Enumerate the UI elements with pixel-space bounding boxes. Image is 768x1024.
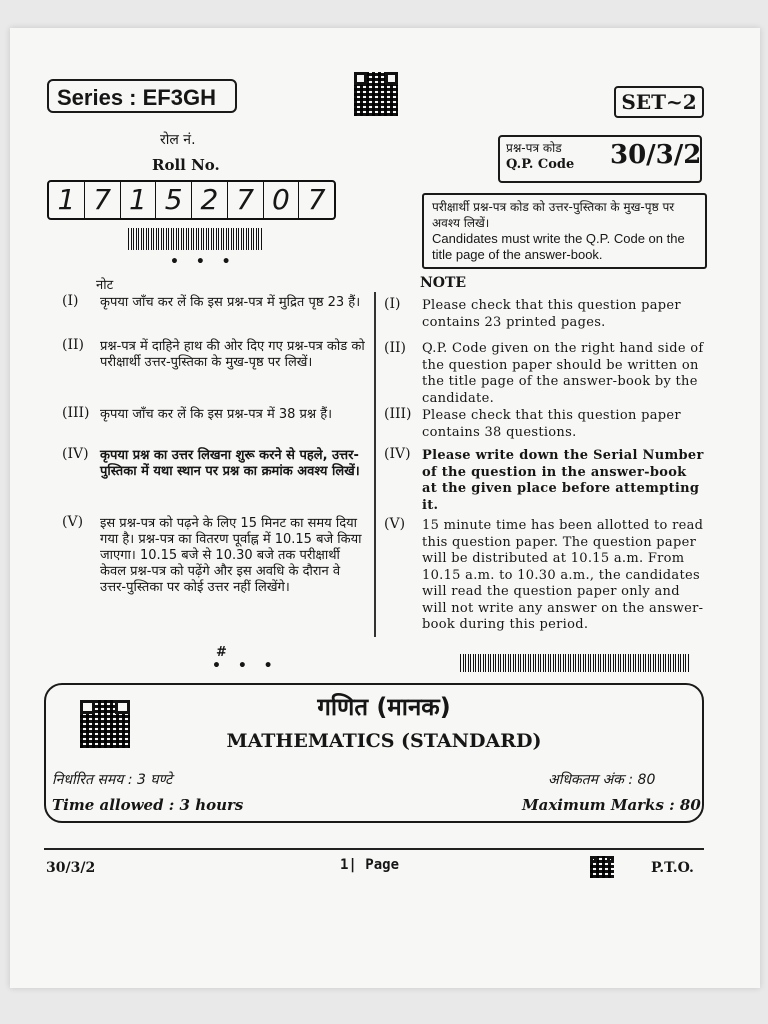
roll-digit: 2	[192, 182, 228, 218]
roll-label-english: Roll No.	[152, 156, 220, 174]
note-text-english: Please write down the Serial Number of the question in the answer-book at the given place before attempting it.	[422, 448, 704, 513]
note-number-en: (II)	[384, 340, 406, 356]
roll-digit: 7	[85, 182, 121, 218]
roll-label-hindi: रोल नं.	[160, 132, 196, 148]
roll-digit: 7	[228, 182, 264, 218]
answer-barcode-icon	[460, 654, 690, 672]
footer-qp-code: 30/3/2	[46, 860, 96, 876]
candidate-instruction-hindi: परीक्षार्थी प्रश्न-पत्र कोड को उत्तर-पुस्तिका के मुख-पृष्ठ पर अवश्य लिखें।	[432, 200, 675, 230]
series-badge: Series : EF3GH	[47, 79, 237, 113]
note-text-hindi: प्रश्न-पत्र में दाहिने हाथ की ओर दिए गए प्रश्न-पत्र कोड को परीक्षार्थी उत्तर-पुस्तिका के मुख-पृष्ठ पर लिखें।	[100, 339, 365, 370]
marker-dots: • • •	[170, 254, 237, 270]
note-text-hindi: इस प्रश्न-पत्र को पढ़ने के लिए 15 मिनट का समय दिया गया है। प्रश्न-पत्र का वितरण पूर्वाह्न में 10.15 बजे किया जाएगा। 10.15 बजे से 10.30 बजे तक परीक्षार्थी केवल प्रश्न-पत्र को पढ़ेंगे और इस अवधि के दौरान वे उत्तर-पुस्तिका पर कोई उत्तर नहीं लिखेंगे।	[100, 516, 362, 595]
note-text-english: Please check that this question paper contains 38 questions.	[422, 408, 681, 440]
roll-barcode-icon	[128, 228, 262, 250]
subject-title-english: MATHEMATICS (STANDARD)	[226, 730, 542, 752]
note-text-hindi: कृपया प्रश्न का उत्तर लिखना शुरू करने से पहले, उत्तर-पुस्तिका में यथा स्थान पर प्रश्न का क्रमांक अवश्य लिखें।	[100, 448, 360, 479]
note-text-english: Please check that this question paper contains 23 printed pages.	[422, 298, 681, 330]
note-text-hindi: कृपया जाँच कर लें कि इस प्रश्न-पत्र में मुद्रित पृष्ठ 23 हैं।	[100, 295, 361, 310]
qp-label-english: Q.P. Code	[506, 157, 575, 172]
note-number-en: (IV)	[384, 446, 411, 462]
note-number-hi: (IV)	[62, 446, 89, 462]
candidate-instruction-box	[422, 193, 707, 269]
max-marks-hindi: अधिकतम अंक : 80	[548, 772, 656, 788]
roll-digit: 1	[121, 182, 157, 218]
note-text-hindi: कृपया जाँच कर लें कि इस प्रश्न-पत्र में 38 प्रश्न हैं।	[100, 407, 333, 422]
note-text-english: Q.P. Code given on the right hand side of the question paper should be written on the title page of the answer-book by the candidate.	[422, 341, 704, 406]
marker-dots: • • •	[212, 658, 279, 674]
note-number-hi: (II)	[62, 337, 84, 353]
note-heading-hindi: नोट	[96, 278, 114, 293]
note-number-hi: (V)	[62, 514, 84, 530]
time-allowed-hindi: निर्धारित समय : 3 घण्टे	[52, 772, 173, 788]
note-number-hi: (I)	[62, 293, 79, 309]
note-heading-english: NOTE	[420, 275, 467, 291]
qp-code-value: 30/3/2	[610, 140, 702, 170]
roll-number-boxes	[47, 180, 336, 220]
qp-label-hindi: प्रश्न-पत्र कोड	[506, 141, 562, 155]
note-text-english: 15 minute time has been allotted to read this question paper. The question paper will be distributed at 10.15 a.m. From 10.15 a.m. to 10.30 a.m., the candidates will read the question paper only and will not write any answer on the answer-book during this period.	[422, 518, 704, 632]
max-marks-english: Maximum Marks : 80	[522, 796, 701, 814]
subject-title-hindi: गणित (मानक)	[317, 693, 451, 721]
time-allowed-english: Time allowed : 3 hours	[52, 796, 244, 814]
roll-digit: 1	[49, 182, 85, 218]
note-number-en: (V)	[384, 516, 406, 532]
hash-mark: #	[216, 645, 227, 660]
note-number-en: (III)	[384, 406, 412, 422]
footer-rule	[44, 848, 704, 850]
page-number: 1| Page	[340, 857, 400, 873]
column-divider	[374, 292, 376, 637]
pto-label: P.T.O.	[651, 860, 694, 876]
note-number-hi: (III)	[62, 405, 90, 421]
qr-code-top-icon	[354, 72, 398, 116]
roll-digit: 0	[264, 182, 300, 218]
qr-code-footer-icon	[590, 856, 614, 878]
note-number-en: (I)	[384, 296, 401, 312]
roll-digit: 7	[307, 183, 326, 216]
set-badge: SET~2	[614, 86, 704, 118]
roll-digit: 5	[156, 182, 192, 218]
candidate-instruction-english: Candidates must write the Q.P. Code on the title page of the answer-book.	[432, 231, 685, 262]
